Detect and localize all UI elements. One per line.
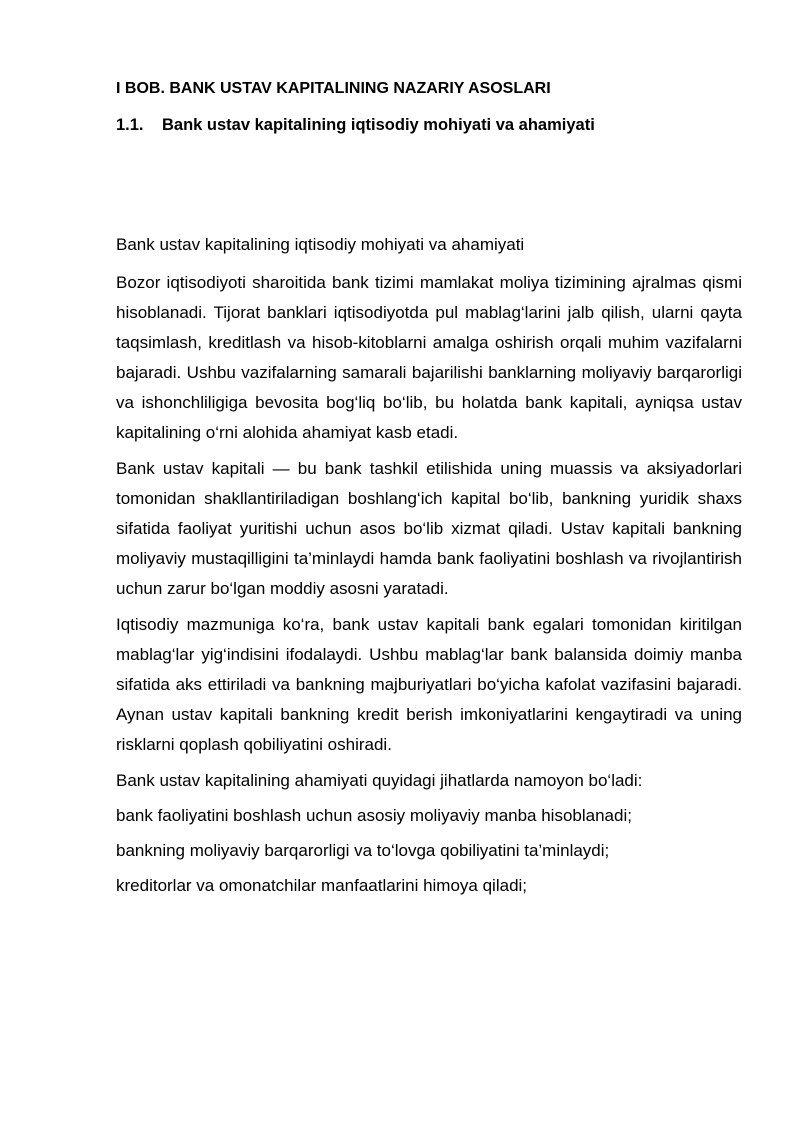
importance-item: bankning moliyaviy barqarorligi va to‘lovga qobiliyatini ta’minlaydi; [116,841,610,860]
paragraph-market-economy: Bozor iqtisodiyoti sharoitida bank tizimi mamlakat moliya tizimining ajralmas qismi hisoblanadi. Tijorat banklari iqtisodiyotda pul mablag‘larini jalb qilish, ularni qayta taqsimlash, kreditlash va hisob-kitoblarni amalga oshirish orqali muhim vazifalarni bajaradi. Ushbu vazifalarning samarali bajarilishi banklarning moliyaviy barqarorligi va ishonchliligiga bevosita bog‘liq bo‘lib, bu holatda bank kapitali, ayniqsa ustav kapitalining o‘rni alohida ahamiyat kasb etadi. [116,273,742,442]
importance-intro: Bank ustav kapitalining ahamiyati quyidagi jihatlarda namoyon bo‘ladi: [116,771,643,790]
chapter-title: I BOB. BANK USTAV KAPITALINING NAZARIY ASOSLARI [116,80,551,97]
paragraph-economic-content: Iqtisodiy mazmuniga ko‘ra, bank ustav kapitali bank egalari tomonidan kiritilgan mablag‘lar yig‘indisini ifodalaydi. Ushbu mablag‘lar bank balansida doimiy manba sifatida aks ettiriladi va bankning majburiyatlari bo‘yicha kafolat vazifasini bajaradi. Aynan ustav kapitali bankning kredit berish imkoniyatlarini kengaytiradi va uning risklarni qoplash qobiliyatini oshiradi. [116,615,742,754]
section-number: 1.1. [116,116,144,134]
paragraph-definition: Bank ustav kapitali — bu bank tashkil etilishida uning muassis va aksiyadorlari tomonidan shakllantiriladigan boshlang‘ich kapital bo‘lib, bankning yuridik shaxs sifatida faoliyat yuritishi uchun asos bo‘lib xizmat qiladi. Ustav kapitali bankning moliyaviy mustaqilligini ta’minlaydi hamda bank faoliyatini boshlash va rivojlantirish uchun zarur bo‘lgan moddiy asosni yaratadi. [116,459,742,598]
blank-space [116,138,742,230]
subtitle-line: Bank ustav kapitalining iqtisodiy mohiyati va ahamiyati [116,235,525,254]
importance-item: kreditorlar va omonatchilar manfaatlarini himoya qiladi; [116,876,528,895]
document-page [116,76,742,906]
section-heading [116,112,742,138]
importance-item: bank faoliyatini boshlash uchun asosiy moliyaviy manba hisoblanadi; [116,806,632,825]
section-title: Bank ustav kapitalining iqtisodiy mohiyati va ahamiyati [162,116,595,134]
